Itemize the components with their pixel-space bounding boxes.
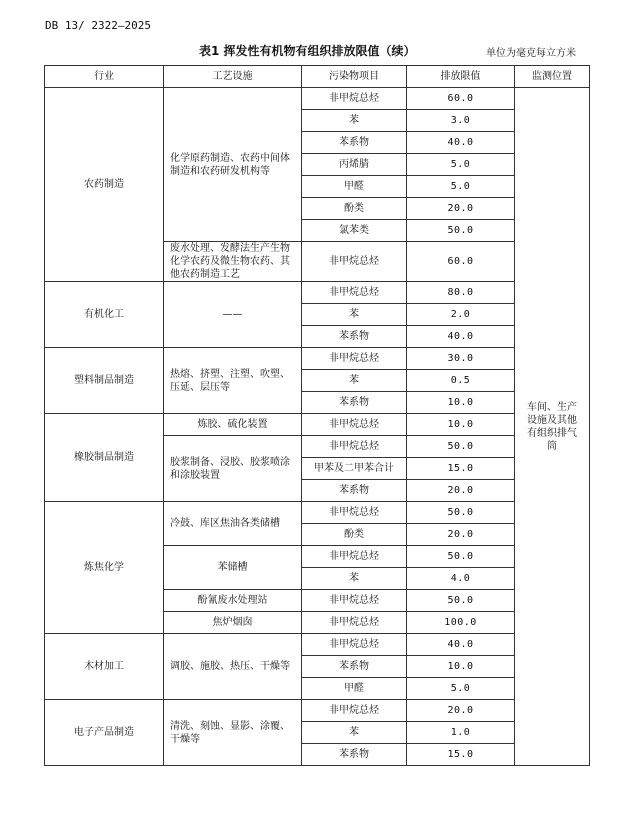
limit-cell: 50.0 [407, 546, 515, 568]
table-body [45, 88, 590, 766]
limit-cell: 40.0 [407, 326, 515, 348]
pollutant-cell: 氯苯类 [302, 220, 407, 242]
limit-cell: 40.0 [407, 132, 515, 154]
process-cell: 苯储槽 [164, 546, 302, 590]
limit-cell: 50.0 [407, 436, 515, 458]
table-row [45, 502, 590, 524]
limit-cell: 20.0 [407, 700, 515, 722]
limit-cell: 10.0 [407, 656, 515, 678]
industry-cell: 农药制造 [45, 88, 164, 282]
pollutant-cell: 苯 [302, 568, 407, 590]
process-cell: 清洗、刻蚀、显影、涂覆、干燥等 [164, 700, 302, 766]
limit-cell: 20.0 [407, 524, 515, 546]
pollutant-cell: 非甲烷总烃 [302, 590, 407, 612]
limit-cell: 100.0 [407, 612, 515, 634]
pollutant-cell: 苯系物 [302, 392, 407, 414]
table-row [45, 634, 590, 656]
limit-cell: 20.0 [407, 198, 515, 220]
limit-cell: 50.0 [407, 590, 515, 612]
limit-cell: 5.0 [407, 154, 515, 176]
limit-cell: 80.0 [407, 282, 515, 304]
industry-cell: 有机化工 [45, 282, 164, 348]
pollutant-cell: 苯 [302, 304, 407, 326]
pollutant-cell: 丙烯腈 [302, 154, 407, 176]
pollutant-cell: 甲醛 [302, 176, 407, 198]
limit-cell: 60.0 [407, 242, 515, 282]
table-row [45, 88, 590, 110]
pollutant-cell: 非甲烷总烃 [302, 88, 407, 110]
limit-cell: 4.0 [407, 568, 515, 590]
pollutant-cell: 甲苯及二甲苯合计 [302, 458, 407, 480]
industry-cell: 木材加工 [45, 634, 164, 700]
limit-cell: 20.0 [407, 480, 515, 502]
pollutant-cell: 酚类 [302, 524, 407, 546]
emission-limits-table [44, 65, 590, 766]
industry-cell: 电子产品制造 [45, 700, 164, 766]
column-header-location: 监测位置 [515, 66, 590, 88]
pollutant-cell: 苯系物 [302, 326, 407, 348]
pollutant-cell: 非甲烷总烃 [302, 436, 407, 458]
pollutant-cell: 苯系物 [302, 132, 407, 154]
pollutant-cell: 苯 [302, 370, 407, 392]
pollutant-cell: 非甲烷总烃 [302, 502, 407, 524]
process-cell: 化学原药制造、农药中间体制造和农药研发机构等 [164, 88, 302, 242]
process-cell: 调胶、施胶、热压、干燥等 [164, 634, 302, 700]
process-cell: 胶浆制备、浸胶、胶浆喷涂和涂胶装置 [164, 436, 302, 502]
table-row [45, 700, 590, 722]
table-title: 表1 挥发性有机物有组织排放限值（续） [199, 44, 416, 58]
pollutant-cell: 苯 [302, 110, 407, 132]
pollutant-cell: 苯 [302, 722, 407, 744]
process-cell: 酚氰废水处理站 [164, 590, 302, 612]
pollutant-cell: 非甲烷总烃 [302, 348, 407, 370]
pollutant-cell: 非甲烷总烃 [302, 546, 407, 568]
table-row [45, 282, 590, 304]
table-header-row [45, 66, 590, 88]
pollutant-cell: 非甲烷总烃 [302, 414, 407, 436]
limit-cell: 15.0 [407, 458, 515, 480]
table-row [45, 348, 590, 370]
industry-cell: 塑料制品制造 [45, 348, 164, 414]
pollutant-cell: 非甲烷总烃 [302, 612, 407, 634]
limit-cell: 0.5 [407, 370, 515, 392]
limit-cell: 5.0 [407, 678, 515, 700]
column-header-industry: 行业 [45, 66, 164, 88]
industry-cell: 橡胶制品制造 [45, 414, 164, 502]
limit-cell: 3.0 [407, 110, 515, 132]
process-cell: 冷鼓、库区焦油各类储槽 [164, 502, 302, 546]
limit-cell: 30.0 [407, 348, 515, 370]
pollutant-cell: 非甲烷总烃 [302, 242, 407, 282]
monitoring-location-cell: 车间、生产设施及其他有组织排气筒 [515, 88, 590, 766]
limit-cell: 50.0 [407, 502, 515, 524]
column-header-process: 工艺设施 [164, 66, 302, 88]
pollutant-cell: 非甲烷总烃 [302, 700, 407, 722]
pollutant-cell: 苯系物 [302, 480, 407, 502]
industry-cell: 炼焦化学 [45, 502, 164, 634]
limit-cell: 2.0 [407, 304, 515, 326]
limit-cell: 10.0 [407, 414, 515, 436]
limit-cell: 10.0 [407, 392, 515, 414]
pollutant-cell: 非甲烷总烃 [302, 282, 407, 304]
process-cell: 焦炉烟囱 [164, 612, 302, 634]
pollutant-cell: 非甲烷总烃 [302, 634, 407, 656]
unit-note: 单位为毫克每立方米 [486, 48, 576, 59]
process-cell: 炼胶、硫化装置 [164, 414, 302, 436]
pollutant-cell: 酚类 [302, 198, 407, 220]
limit-cell: 5.0 [407, 176, 515, 198]
process-cell: —— [164, 282, 302, 348]
process-cell: 热熔、挤塑、注塑、吹塑、压延、层压等 [164, 348, 302, 414]
process-cell: 废水处理、发酵法生产生物化学农药及微生物农药、其他农药制造工艺 [164, 242, 302, 282]
limit-cell: 50.0 [407, 220, 515, 242]
pollutant-cell: 苯系物 [302, 744, 407, 766]
standard-code: DB 13/ 2322—2025 [45, 19, 151, 32]
column-header-pollutant: 污染物项目 [302, 66, 407, 88]
pollutant-cell: 甲醛 [302, 678, 407, 700]
column-header-limit: 排放限值 [407, 66, 515, 88]
limit-cell: 60.0 [407, 88, 515, 110]
pollutant-cell: 苯系物 [302, 656, 407, 678]
limit-cell: 1.0 [407, 722, 515, 744]
limit-cell: 15.0 [407, 744, 515, 766]
limit-cell: 40.0 [407, 634, 515, 656]
table-row [45, 414, 590, 436]
